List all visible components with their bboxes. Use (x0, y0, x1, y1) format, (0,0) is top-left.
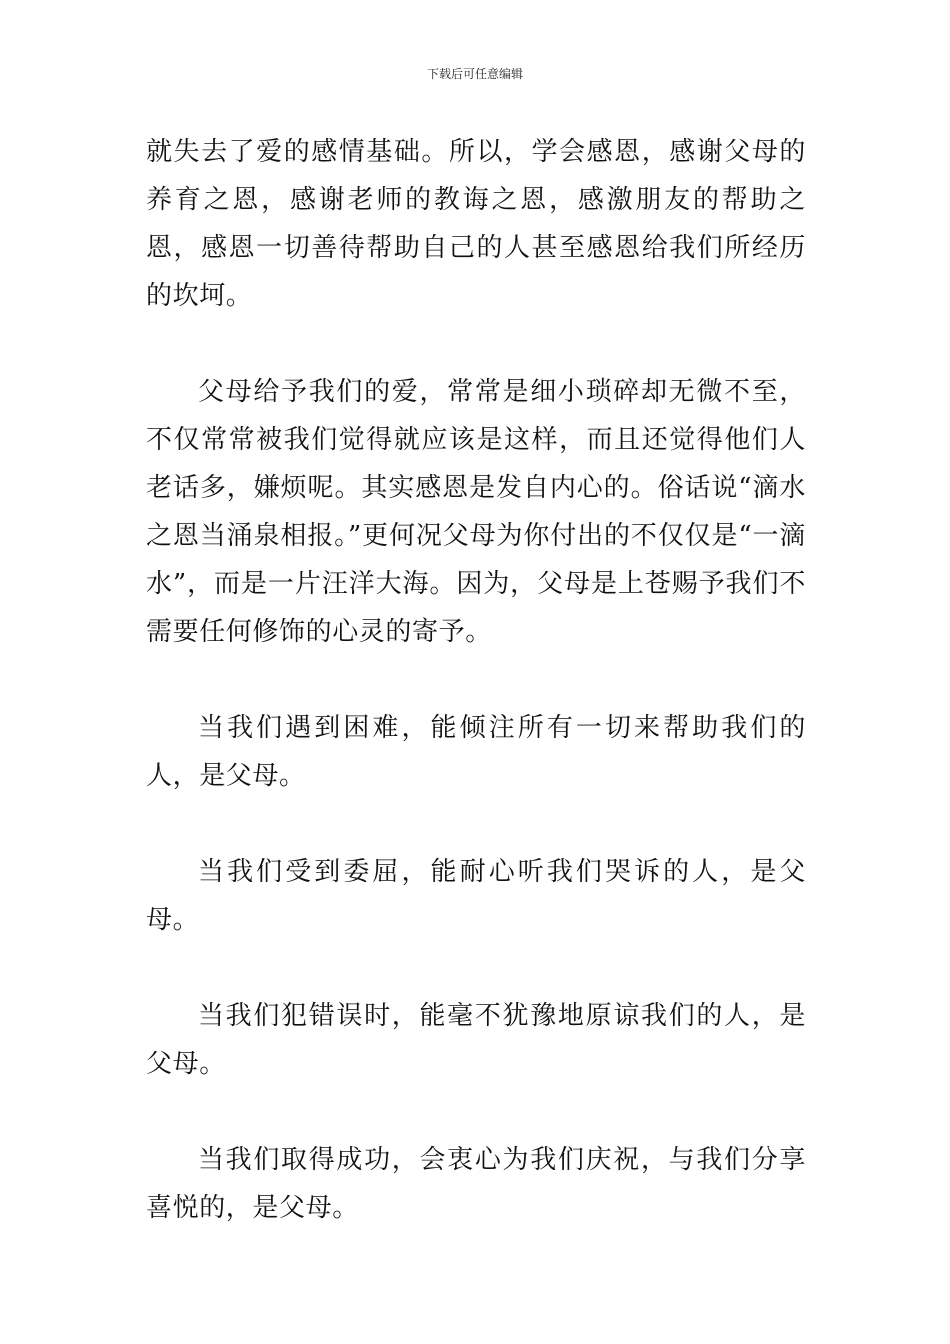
document-body (146, 128, 806, 1232)
paragraph-mistake: 当我们犯错误时，能毫不犹豫地原谅我们的人，是父母。 (146, 1001, 806, 1079)
paragraph-continuation: 就失去了爱的感情基础。所以，学会感恩，感谢父母的养育之恩，感谢老师的教诲之恩，感激朋友的帮助之恩，感恩一切善待帮助自己的人甚至感恩给我们所经历的坎坷。 (146, 137, 806, 311)
paragraph-grievance: 当我们受到委屈，能耐心听我们哭诉的人，是父母。 (146, 857, 806, 935)
paragraph-gap (146, 320, 806, 368)
paragraph-parents-love: 父母给予我们的爱，常常是细小琐碎却无微不至，不仅常常被我们觉得就应该是这样，而且还觉得他们人老话多，嫌烦呢。其实感恩是发自内心的。俗话说“滴水之恩当涌泉相报。”更何况父母为你付出的不仅仅是“一滴水”，而是一片汪洋大海。因为，父母是上苍赐予我们不需要任何修饰的心灵的寄予。 (146, 377, 806, 647)
paragraph-gap (146, 1088, 806, 1136)
paragraph-success: 当我们取得成功，会衷心为我们庆祝，与我们分享喜悦的，是父母。 (146, 1145, 806, 1223)
paragraph-gap (146, 656, 806, 704)
paragraph-gap (146, 800, 806, 848)
paragraph-gap (146, 944, 806, 992)
paragraph-difficulty: 当我们遇到困难，能倾注所有一切来帮助我们的人，是父母。 (146, 713, 806, 791)
page-header: 下载后可任意编辑 (426, 67, 523, 81)
